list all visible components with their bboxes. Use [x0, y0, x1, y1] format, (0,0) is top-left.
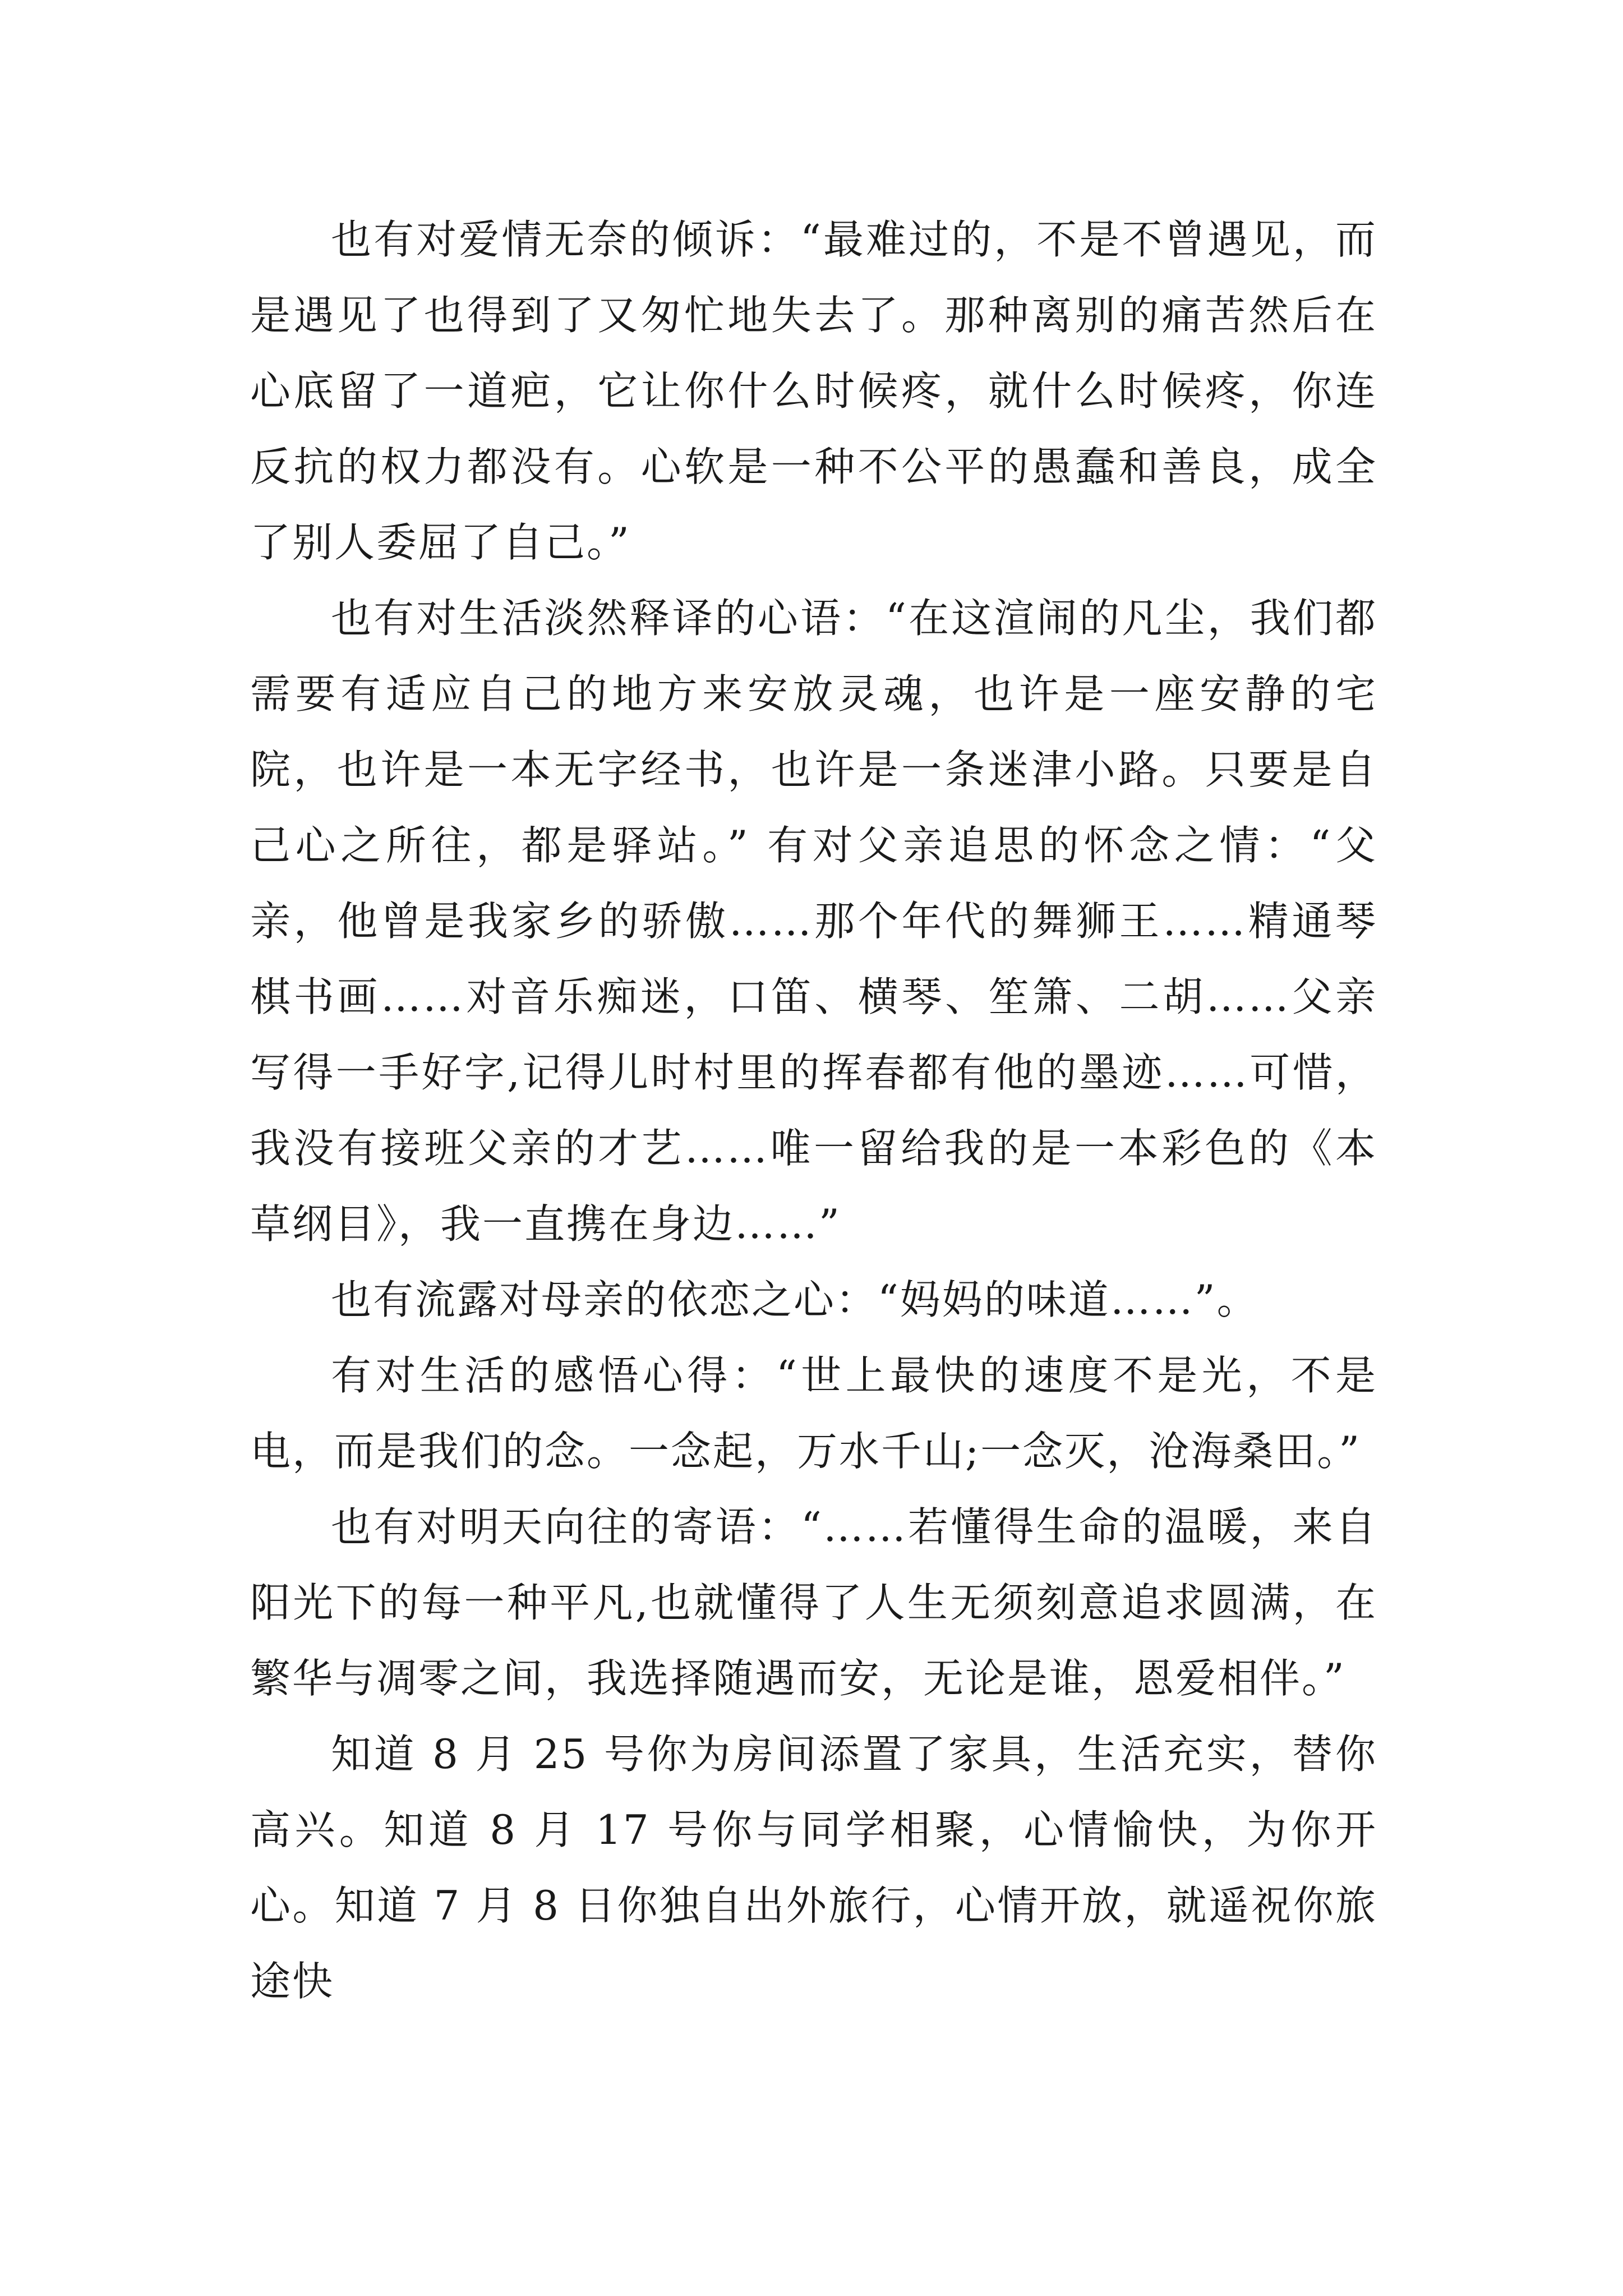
paragraph-dates: 知道 8 月 25 号你为房间添置了家具，生活充实，替你高兴。知道 8 月 17 号你与同学相聚，心情愉快，为你开心。知道 7 月 8 日你独自出外旅行，心情开放，就遥祝你旅途快 — [250, 1731, 1377, 2005]
paragraph-insight: 有对生活的感悟心得：“世上最快的速度不是光，不是电，而是我们的念。一念起，万水千山;一念灭，沧海桑田。” — [250, 1352, 1377, 1475]
paragraph-love: 也有对爱情无奈的倾诉：“最难过的，不是不曾遇见，而是遇见了也得到了又匆忙地失去了。那种离别的痛苦然后在心底留了一道疤，它让你什么时候疼，就什么时候疼，你连反抗的权力都没有。心软是一种不公平的愚蠢和善良，成全了别人委屈了自己。” — [250, 216, 1377, 566]
paragraph-life-and-father: 也有对生活淡然释译的心语：“在这渲闹的凡尘，我们都需要有适应自己的地方来安放灵魂，也许是一座安静的宅院，也许是一本无字经书，也许是一条迷津小路。只要是自己心之所往，都是驿站。” 有对父亲追思的怀念之情：“父亲，他曾是我家乡的骄傲……那个年代的舞狮王……精通琴棋书画……对音乐痴迷，口笛、横琴、笙箫、二胡……父亲写得一手好字,记得儿时村里的挥春都有他的墨迹……可惜，我没有接班父亲的才艺……唯一留给我的是一本彩色的《本草纲目》，我一直携在身边……” — [250, 595, 1377, 1248]
paragraph-tomorrow: 也有对明天向往的寄语：“……若懂得生命的温暖，来自阳光下的每一种平凡,也就懂得了人生无须刻意追求圆满，在繁华与凋零之间，我选择随遇而安，无论是谁，恩爱相伴。” — [250, 1503, 1377, 1702]
paragraph-mother: 也有流露对母亲的依恋之心：“妈妈的味道……”。 — [331, 1276, 1259, 1323]
body-text — [250, 202, 1377, 2019]
